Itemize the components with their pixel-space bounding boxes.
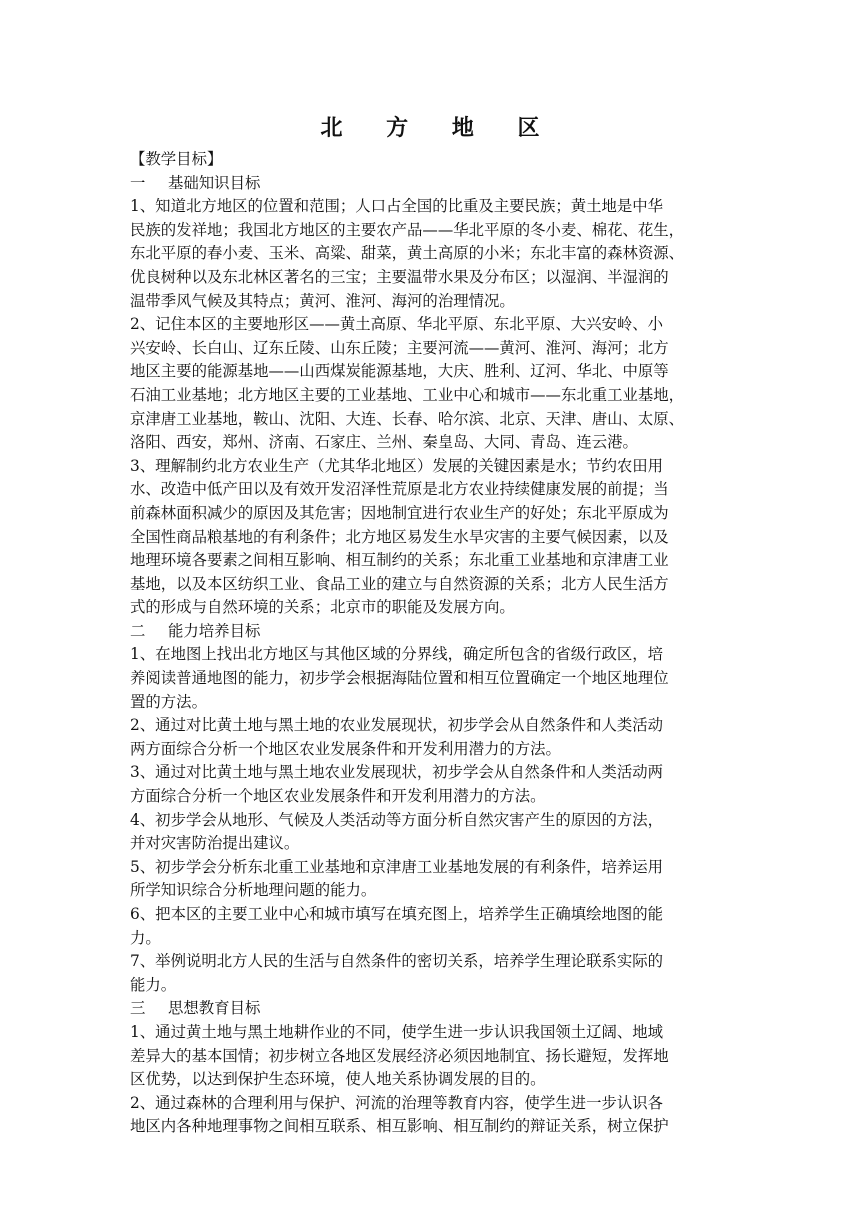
paragraph-line: 差异大的基本国情；初步树立各地区发展经济必须因地制宜、扬长避短，发挥地	[130, 1046, 669, 1065]
paragraph-line: 5、初步学会分析东北重工业基地和京津唐工业基地发展的有利条件，培养运用	[130, 857, 664, 876]
paragraph-line: 2、通过森林的合理利用与保护、河流的治理等教育内容，使学生进一步认识各	[130, 1093, 664, 1112]
paragraph-line: 区优势，以达到保护生态环境，使人地关系协调发展的目的。	[130, 1070, 546, 1089]
document-body	[130, 148, 732, 1139]
section-2-content	[130, 643, 732, 997]
paragraph-line: 京津唐工业基地，鞍山、沈阳、大连、长春、哈尔滨、北京、天津、唐山、太原、	[130, 409, 685, 428]
teaching-goals-header: 【教学目标】	[130, 150, 223, 168]
paragraph-line: 置的方法。	[130, 692, 207, 711]
section-number: 一	[130, 173, 146, 192]
paragraph-line: 1、知道北方地区的位置和范围；人口占全国的比重及主要民族；黄土地是中华	[130, 197, 664, 216]
paragraph-line: 4、初步学会从地形、气候及人类活动等方面分析自然灾害产生的原因的方法，	[130, 810, 664, 829]
paragraph-line: 优良树种以及东北林区著名的三宝；主要温带水果及分布区；以湿润、半湿润的	[130, 267, 669, 286]
section-number: 二	[130, 621, 146, 640]
paragraph-line: 3、通过对比黄土地与黑土地农业发展现状，初步学会从自然条件和人类活动两	[130, 763, 664, 782]
paragraph-line: 前森林面积减少的原因及其危害；因地制宜进行农业生产的好处；东北平原成为	[130, 503, 669, 522]
paragraph-line: 力。	[130, 928, 161, 947]
section-heading-ability	[130, 620, 732, 644]
paragraph-line: 1、通过黄土地与黑土地耕作业的不同，使学生进一步认识我国领土辽阔、地域	[130, 1022, 664, 1041]
paragraph-line: 地区内各种地理事物之间相互联系、相互影响、相互制约的辩证关系，树立保护	[130, 1117, 669, 1136]
paragraph-line: 所学知识综合分析地理问题的能力。	[130, 881, 377, 900]
section-title: 思想教育目标	[168, 999, 261, 1018]
section-title: 基础知识目标	[168, 173, 261, 192]
paragraph-line: 式的形成与自然环境的关系；北京市的职能及发展方向。	[130, 598, 515, 617]
paragraph-line: 两方面综合分析一个地区农业发展条件和开发利用潜力的方法。	[130, 739, 561, 758]
paragraph-line: 方面综合分析一个地区农业发展条件和开发利用潜力的方法。	[130, 787, 546, 806]
paragraph-line: 6、把本区的主要工业中心和城市填写在填充图上，培养学生正确填绘地图的能	[130, 905, 664, 923]
paragraph-line: 地理环境各要素之间相互影响、相互制约的关系；东北重工业基地和京津唐工业	[130, 551, 669, 570]
paragraph-line: 1、在地图上找出北方地区与其他区域的分界线，确定所包含的省级行政区，培	[130, 645, 664, 664]
paragraph-line: 民族的发祥地；我国北方地区的主要农产品——华北平原的冬小麦、棉花、花生，	[130, 220, 685, 239]
paragraph-line: 兴安岭、长白山、辽东丘陵、山东丘陵；主要河流——黄河、淮河、海河；北方	[130, 338, 669, 357]
paragraph-line: 养阅读普通地图的能力，初步学会根据海陆位置和相互位置确定一个地区地理位	[130, 669, 669, 688]
section-number: 三	[130, 999, 146, 1018]
document-title: 北 方 地 区	[320, 115, 558, 141]
paragraph-line: 7、举例说明北方人民的生活与自然条件的密切关系，培养学生理论联系实际的	[130, 952, 664, 971]
paragraph-line: 水、改造中低产田以及有效开发沼泽性荒原是北方农业持续健康发展的前提；当	[130, 480, 669, 499]
paragraph-line: 3、理解制约北方农业生产（尤其华北地区）发展的关键因素是水；节约农田用	[130, 456, 664, 475]
section-3-content	[130, 1021, 732, 1139]
paragraph-line: 洛阳、西安，郑州、济南、石家庄、兰州、秦皇岛、大同、青岛、连云港。	[130, 433, 638, 452]
paragraph-line: 能力。	[130, 975, 177, 994]
section-1-content	[130, 195, 732, 620]
paragraph-line: 并对灾害防治提出建议。	[130, 834, 300, 853]
paragraph-line: 石油工业基地；北方地区主要的工业基地、工业中心和城市——东北重工业基地，	[130, 385, 685, 404]
paragraph-line: 地区主要的能源基地——山西煤炭能源基地，大庆、胜利、辽河、华北、中原等	[130, 362, 669, 381]
paragraph-line: 温带季风气候及其特点；黄河、淮河、海河的治理情况。	[130, 291, 515, 310]
paragraph-line: 2、记住本区的主要地形区——黄土高原、华北平原、东北平原、大兴安岭、小	[130, 315, 664, 334]
section-title: 能力培养目标	[168, 621, 261, 640]
section-heading-ideology	[130, 997, 732, 1021]
paragraph-line: 全国性商品粮基地的有利条件；北方地区易发生水旱灾害的主要气候因素，以及	[130, 527, 669, 546]
paragraph-line: 2、通过对比黄土地与黑土地的农业发展现状，初步学会从自然条件和人类活动	[130, 716, 664, 735]
paragraph-line: 东北平原的春小麦、玉米、高粱、甜菜，黄土高原的小米；东北丰富的森林资源、	[130, 244, 685, 263]
section-heading-basic-knowledge	[130, 172, 732, 196]
paragraph-line: 基地，以及本区纺织工业、食品工业的建立与自然资源的关系；北方人民生活方	[130, 574, 669, 593]
